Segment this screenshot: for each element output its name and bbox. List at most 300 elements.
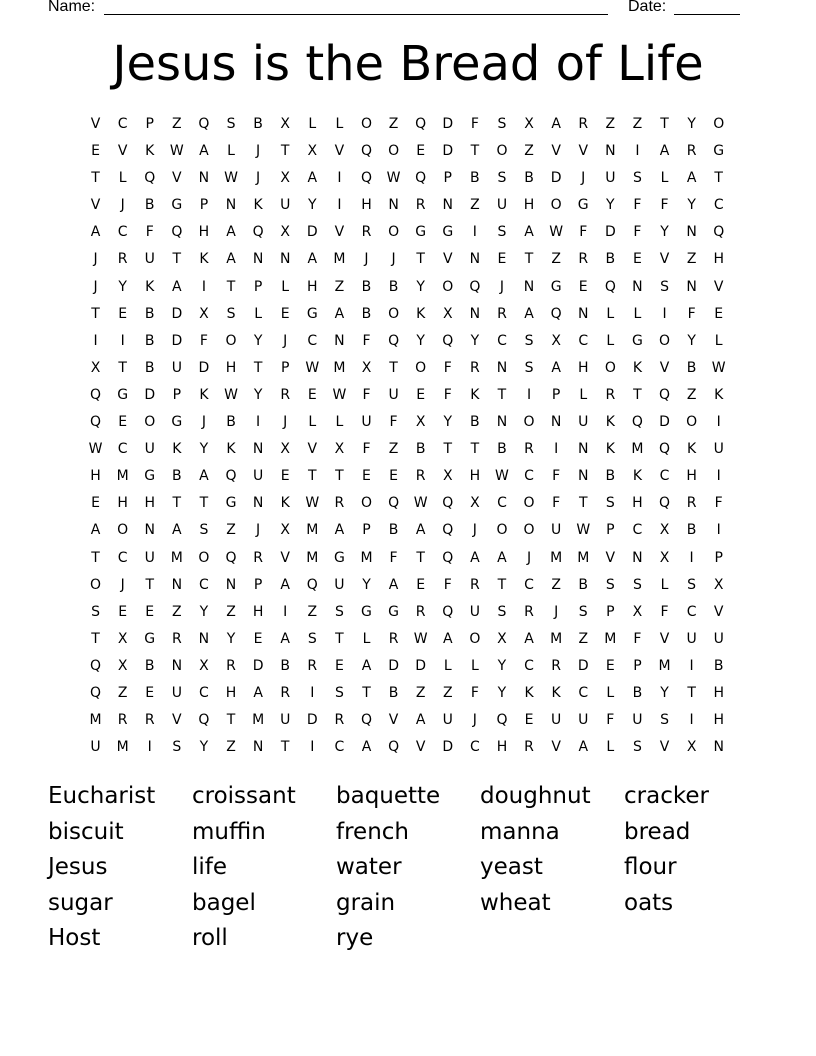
grid-letter[interactable]: H xyxy=(225,684,237,701)
grid-letter[interactable]: K xyxy=(605,414,615,431)
grid-letter[interactable]: Z xyxy=(172,116,182,132)
grid-letter[interactable]: O xyxy=(604,359,616,376)
grid-letter[interactable]: O xyxy=(442,278,454,295)
grid-letter[interactable]: I xyxy=(256,414,261,431)
grid-letter[interactable]: A xyxy=(524,630,534,647)
grid-letter[interactable]: O xyxy=(496,143,508,160)
grid-letter[interactable]: C xyxy=(578,332,589,349)
grid-letter[interactable]: K xyxy=(280,495,290,512)
grid-letter[interactable]: E xyxy=(118,414,128,431)
grid-letter[interactable]: L xyxy=(633,305,642,322)
grid-letter[interactable]: N xyxy=(713,739,724,756)
grid-letter[interactable]: K xyxy=(714,386,724,403)
grid-letter[interactable]: V xyxy=(551,739,561,756)
grid-letter[interactable]: I xyxy=(635,143,640,160)
grid-letter[interactable]: Q xyxy=(442,332,454,349)
grid-letter[interactable]: X xyxy=(117,630,128,647)
grid-letter[interactable]: T xyxy=(199,495,209,512)
grid-letter[interactable]: Y xyxy=(687,116,696,132)
grid-letter[interactable]: E xyxy=(307,386,317,403)
grid-letter[interactable]: P xyxy=(551,386,561,403)
grid-letter[interactable]: C xyxy=(469,739,480,756)
grid-letter[interactable]: X xyxy=(659,549,670,566)
grid-letter[interactable]: Z xyxy=(117,684,128,701)
grid-letter[interactable]: F xyxy=(470,116,479,132)
grid-letter[interactable]: Y xyxy=(687,197,696,214)
grid-letter[interactable]: N xyxy=(252,251,264,268)
grid-letter[interactable]: V xyxy=(307,441,318,458)
grid-letter[interactable]: G xyxy=(415,224,427,241)
grid-letter[interactable]: N xyxy=(577,468,589,485)
grid-letter[interactable]: A xyxy=(226,224,236,241)
grid-letter[interactable]: H xyxy=(713,251,724,268)
grid-letter[interactable]: I xyxy=(147,739,152,756)
grid-letter[interactable]: A xyxy=(253,684,263,701)
grid-letter[interactable]: T xyxy=(470,143,480,160)
grid-letter[interactable]: B xyxy=(524,170,534,187)
grid-letter[interactable]: Q xyxy=(659,495,671,512)
grid-letter[interactable]: Q xyxy=(659,386,671,403)
grid-letter[interactable]: Z xyxy=(686,251,697,268)
grid-letter[interactable]: W xyxy=(413,495,428,512)
grid-letter[interactable]: Y xyxy=(416,278,425,295)
grid-letter[interactable]: T xyxy=(118,359,127,376)
grid-letter[interactable]: C xyxy=(117,116,128,132)
grid-letter[interactable]: Z xyxy=(388,441,399,458)
grid-letter[interactable]: F xyxy=(389,414,398,431)
grid-letter[interactable]: L xyxy=(118,170,127,187)
grid-letter[interactable]: B xyxy=(686,359,697,376)
grid-letter[interactable]: W xyxy=(88,441,103,458)
grid-letter[interactable]: X xyxy=(442,305,453,322)
grid-letter[interactable]: Y xyxy=(443,414,453,431)
grid-letter[interactable]: N xyxy=(171,657,183,674)
grid-letter[interactable]: I xyxy=(337,197,342,214)
grid-letter[interactable]: C xyxy=(524,576,534,593)
grid-letter[interactable]: C xyxy=(686,603,697,620)
grid-letter[interactable]: F xyxy=(443,359,452,376)
grid-letter[interactable]: M xyxy=(550,549,563,566)
grid-letter[interactable]: A xyxy=(334,305,345,322)
grid-letter[interactable]: Z xyxy=(605,116,616,132)
grid-letter[interactable]: J xyxy=(499,278,505,295)
grid-letter[interactable]: G xyxy=(144,630,156,647)
grid-letter[interactable]: T xyxy=(280,143,290,160)
grid-letter[interactable]: H xyxy=(361,197,372,214)
grid-letter[interactable]: U xyxy=(144,549,155,566)
grid-letter[interactable]: D xyxy=(306,224,318,241)
grid-letter[interactable]: K xyxy=(145,143,155,160)
name-field-line[interactable] xyxy=(104,14,608,15)
grid-letter[interactable]: I xyxy=(337,170,342,187)
grid-letter[interactable]: Q xyxy=(252,224,264,241)
grid-letter[interactable]: E xyxy=(91,495,100,512)
grid-letter[interactable]: T xyxy=(335,630,344,647)
grid-letter[interactable]: G xyxy=(144,468,156,485)
grid-letter[interactable]: N xyxy=(198,630,210,647)
grid-letter[interactable]: I xyxy=(201,278,206,295)
grid-letter[interactable]: F xyxy=(443,386,452,403)
grid-letter[interactable]: N xyxy=(605,143,616,160)
grid-letter[interactable]: U xyxy=(171,359,182,376)
grid-letter[interactable]: R xyxy=(551,657,561,674)
grid-letter[interactable]: E xyxy=(605,657,615,674)
grid-letter[interactable]: T xyxy=(91,305,100,322)
grid-letter[interactable]: F xyxy=(552,495,561,512)
grid-letter[interactable]: W xyxy=(169,143,184,160)
grid-letter[interactable]: R xyxy=(388,630,399,647)
grid-letter[interactable]: Q xyxy=(442,522,454,539)
grid-letter[interactable]: D xyxy=(442,739,454,756)
grid-letter[interactable]: V xyxy=(117,143,128,160)
grid-letter[interactable]: S xyxy=(605,495,615,512)
grid-letter[interactable]: U xyxy=(280,197,291,214)
grid-letter[interactable]: Z xyxy=(226,603,236,620)
grid-letter[interactable]: Q xyxy=(442,495,454,512)
grid-letter[interactable]: J xyxy=(472,522,477,539)
grid-letter[interactable]: R xyxy=(415,603,426,620)
grid-letter[interactable]: D xyxy=(659,414,670,431)
grid-letter[interactable]: K xyxy=(687,441,697,458)
grid-letter[interactable]: Z xyxy=(388,116,399,132)
grid-letter[interactable]: X xyxy=(361,359,372,376)
grid-letter[interactable]: F xyxy=(633,630,642,647)
grid-letter[interactable]: T xyxy=(362,684,371,701)
grid-letter[interactable]: R xyxy=(686,143,697,160)
grid-letter[interactable]: R xyxy=(524,739,534,756)
grid-letter[interactable]: V xyxy=(605,549,616,566)
grid-letter[interactable]: G xyxy=(171,414,183,431)
grid-letter[interactable]: S xyxy=(660,712,669,729)
grid-letter[interactable]: V xyxy=(659,359,670,376)
grid-letter[interactable]: U xyxy=(334,576,345,593)
grid-letter[interactable]: I xyxy=(526,386,532,403)
grid-letter[interactable]: Y xyxy=(416,332,425,349)
grid-letter[interactable]: S xyxy=(524,359,534,376)
grid-letter[interactable]: F xyxy=(362,332,371,349)
grid-letter[interactable]: F xyxy=(389,549,398,566)
grid-letter[interactable]: I xyxy=(283,603,288,620)
grid-letter[interactable]: W xyxy=(386,170,401,187)
grid-letter[interactable]: Q xyxy=(550,305,562,322)
grid-letter[interactable]: Y xyxy=(497,684,507,701)
grid-letter[interactable]: V xyxy=(334,143,345,160)
grid-letter[interactable]: P xyxy=(280,359,290,376)
grid-letter[interactable]: C xyxy=(117,441,128,458)
grid-letter[interactable]: R xyxy=(171,630,182,647)
grid-letter[interactable]: O xyxy=(117,522,129,539)
grid-letter[interactable]: L xyxy=(335,116,344,132)
grid-letter[interactable]: B xyxy=(686,522,697,539)
grid-letter[interactable]: S xyxy=(605,576,615,593)
grid-letter[interactable]: L xyxy=(335,414,344,431)
grid-letter[interactable]: W xyxy=(711,359,726,376)
grid-letter[interactable]: N xyxy=(144,522,155,539)
grid-letter[interactable]: O xyxy=(388,224,400,241)
grid-letter[interactable]: X xyxy=(334,441,345,458)
grid-letter[interactable]: W xyxy=(224,170,238,187)
grid-letter[interactable]: J xyxy=(283,414,288,431)
grid-letter[interactable]: M xyxy=(658,657,671,674)
grid-letter[interactable]: R xyxy=(415,197,426,214)
grid-letter[interactable]: F xyxy=(633,197,642,214)
grid-letter[interactable]: K xyxy=(632,359,643,376)
grid-letter[interactable]: F xyxy=(714,495,723,512)
grid-letter[interactable]: N xyxy=(469,305,481,322)
grid-letter[interactable]: H xyxy=(577,359,589,376)
grid-letter[interactable]: V xyxy=(172,170,182,187)
grid-letter[interactable]: X xyxy=(713,576,724,593)
grid-letter[interactable]: D xyxy=(415,657,427,674)
grid-letter[interactable]: Q xyxy=(144,170,156,187)
grid-letter[interactable]: Z xyxy=(524,143,534,160)
grid-letter[interactable]: J xyxy=(93,278,98,295)
grid-letter[interactable]: D xyxy=(252,657,264,674)
grid-letter[interactable]: E xyxy=(118,305,128,322)
grid-letter[interactable]: I xyxy=(310,684,315,701)
grid-letter[interactable]: X xyxy=(497,630,507,647)
grid-letter[interactable]: K xyxy=(199,251,209,268)
grid-letter[interactable]: N xyxy=(496,414,508,431)
grid-letter[interactable]: Y xyxy=(660,684,669,701)
grid-letter[interactable]: X xyxy=(199,657,209,674)
grid-letter[interactable]: A xyxy=(172,522,182,539)
grid-letter[interactable]: O xyxy=(523,414,535,431)
grid-letter[interactable]: C xyxy=(524,468,534,485)
grid-letter[interactable]: K xyxy=(605,441,615,458)
grid-letter[interactable]: Q xyxy=(388,495,400,512)
grid-letter[interactable]: P xyxy=(362,522,371,539)
grid-letter[interactable]: X xyxy=(659,522,670,539)
grid-letter[interactable]: F xyxy=(552,468,561,485)
grid-letter[interactable]: Z xyxy=(578,630,589,647)
grid-letter[interactable]: V xyxy=(280,549,290,566)
grid-letter[interactable]: L xyxy=(254,305,263,322)
grid-letter[interactable]: M xyxy=(89,712,102,729)
grid-letter[interactable]: E xyxy=(118,603,128,620)
grid-letter[interactable]: O xyxy=(713,116,725,132)
grid-letter[interactable]: L xyxy=(227,143,235,160)
grid-letter[interactable]: C xyxy=(334,739,345,756)
grid-letter[interactable]: T xyxy=(226,712,236,729)
grid-letter[interactable]: J xyxy=(364,251,369,268)
grid-letter[interactable]: T xyxy=(145,576,155,593)
grid-letter[interactable]: A xyxy=(686,170,697,187)
grid-letter[interactable]: Z xyxy=(226,522,236,539)
grid-letter[interactable]: Z xyxy=(551,576,561,593)
grid-letter[interactable]: K xyxy=(470,386,480,403)
grid-letter[interactable]: U xyxy=(388,386,399,403)
grid-letter[interactable]: M xyxy=(550,630,563,647)
grid-letter[interactable]: E xyxy=(145,684,155,701)
grid-letter[interactable]: Y xyxy=(660,224,669,241)
grid-letter[interactable]: L xyxy=(606,305,615,322)
grid-letter[interactable]: E xyxy=(416,386,426,403)
grid-letter[interactable]: T xyxy=(335,468,344,485)
grid-letter[interactable]: O xyxy=(90,576,102,593)
grid-letter[interactable]: Q xyxy=(225,549,237,566)
grid-letter[interactable]: A xyxy=(199,143,209,160)
grid-letter[interactable]: Q xyxy=(415,170,427,187)
grid-letter[interactable]: I xyxy=(120,332,125,349)
grid-letter[interactable]: J xyxy=(283,332,288,349)
grid-letter[interactable]: T xyxy=(687,684,696,701)
grid-letter[interactable]: U xyxy=(713,441,724,458)
grid-letter[interactable]: Y xyxy=(199,739,209,756)
grid-letter[interactable]: P xyxy=(253,576,263,593)
grid-letter[interactable]: H xyxy=(469,468,481,485)
grid-letter[interactable]: Q xyxy=(360,170,372,187)
grid-letter[interactable]: M xyxy=(170,549,183,566)
grid-letter[interactable]: P xyxy=(633,657,642,674)
grid-letter[interactable]: M xyxy=(577,549,590,566)
grid-letter[interactable]: N xyxy=(225,197,237,214)
grid-letter[interactable]: R xyxy=(226,657,236,674)
grid-letter[interactable]: Z xyxy=(551,251,561,268)
grid-letter[interactable]: R xyxy=(307,657,318,674)
grid-letter[interactable]: Q xyxy=(631,414,643,431)
grid-letter[interactable]: R xyxy=(280,386,291,403)
grid-letter[interactable]: F xyxy=(443,576,452,593)
grid-letter[interactable]: Y xyxy=(470,332,480,349)
grid-letter[interactable]: Q xyxy=(388,739,400,756)
grid-letter[interactable]: G xyxy=(442,224,454,241)
grid-letter[interactable]: V xyxy=(90,197,101,214)
grid-letter[interactable]: U xyxy=(605,170,616,187)
grid-letter[interactable]: M xyxy=(631,441,644,458)
grid-letter[interactable]: H xyxy=(686,468,697,485)
grid-letter[interactable]: B xyxy=(388,684,399,701)
grid-letter[interactable]: T xyxy=(91,549,100,566)
grid-letter[interactable]: T xyxy=(389,359,398,376)
grid-letter[interactable]: U xyxy=(144,251,155,268)
grid-letter[interactable]: B xyxy=(497,441,507,458)
grid-letter[interactable]: S xyxy=(687,576,697,593)
grid-letter[interactable]: B xyxy=(144,197,155,214)
grid-letter[interactable]: P xyxy=(253,278,263,295)
grid-letter[interactable]: S xyxy=(660,278,669,295)
grid-letter[interactable]: R xyxy=(497,305,507,322)
grid-letter[interactable]: T xyxy=(660,116,669,132)
grid-letter[interactable]: S xyxy=(226,116,236,132)
grid-letter[interactable]: G xyxy=(577,197,589,214)
grid-letter[interactable]: Q xyxy=(225,468,237,485)
grid-letter[interactable]: Q xyxy=(496,712,508,729)
grid-letter[interactable]: W xyxy=(305,359,320,376)
grid-letter[interactable]: Q xyxy=(442,603,454,620)
grid-letter[interactable]: X xyxy=(307,143,318,160)
grid-letter[interactable]: A xyxy=(307,251,318,268)
grid-letter[interactable]: Z xyxy=(172,603,182,620)
grid-letter[interactable]: L xyxy=(470,657,479,674)
grid-letter[interactable]: A xyxy=(659,143,670,160)
grid-letter[interactable]: S xyxy=(91,603,100,620)
grid-letter[interactable]: J xyxy=(472,712,477,729)
grid-letter[interactable]: K xyxy=(253,197,263,214)
grid-letter[interactable]: N xyxy=(686,278,697,295)
grid-letter[interactable]: Y xyxy=(118,278,127,295)
grid-letter[interactable]: A xyxy=(307,170,318,187)
grid-letter[interactable]: X xyxy=(199,305,209,322)
grid-letter[interactable]: T xyxy=(416,549,425,566)
grid-letter[interactable]: Z xyxy=(415,684,426,701)
grid-letter[interactable]: G xyxy=(550,278,562,295)
grid-letter[interactable]: K xyxy=(145,278,155,295)
grid-letter[interactable]: U xyxy=(252,468,264,485)
grid-letter[interactable]: V xyxy=(659,251,670,268)
grid-letter[interactable]: H xyxy=(307,278,318,295)
grid-letter[interactable]: B xyxy=(144,657,155,674)
grid-letter[interactable]: A xyxy=(388,576,399,593)
grid-letter[interactable]: P xyxy=(145,116,154,132)
grid-letter[interactable]: B xyxy=(605,251,616,268)
grid-letter[interactable]: V xyxy=(713,278,724,295)
grid-letter[interactable]: S xyxy=(172,739,182,756)
grid-letter[interactable]: B xyxy=(361,278,372,295)
grid-letter[interactable]: H xyxy=(523,197,535,214)
grid-letter[interactable]: M xyxy=(116,739,129,756)
grid-letter[interactable]: S xyxy=(497,116,507,132)
grid-letter[interactable]: B xyxy=(226,414,236,431)
grid-letter[interactable]: G xyxy=(631,332,643,349)
grid-letter[interactable]: S xyxy=(199,522,209,539)
grid-letter[interactable]: Q xyxy=(90,386,102,403)
grid-letter[interactable]: Z xyxy=(334,278,345,295)
grid-letter[interactable]: Q xyxy=(90,657,102,674)
grid-letter[interactable]: V xyxy=(442,251,453,268)
grid-letter[interactable]: O xyxy=(469,630,481,647)
grid-letter[interactable]: R xyxy=(578,116,589,132)
grid-letter[interactable]: X xyxy=(551,332,561,349)
grid-letter[interactable]: P xyxy=(606,603,615,620)
grid-letter[interactable]: Y xyxy=(362,576,371,593)
grid-letter[interactable]: P xyxy=(443,170,452,187)
grid-letter[interactable]: A xyxy=(524,224,534,241)
grid-letter[interactable]: A xyxy=(551,116,561,132)
grid-letter[interactable]: W xyxy=(413,630,428,647)
grid-letter[interactable]: B xyxy=(632,684,643,701)
grid-letter[interactable]: N xyxy=(550,414,562,431)
grid-letter[interactable]: Q xyxy=(604,278,616,295)
grid-letter[interactable]: B xyxy=(144,359,155,376)
grid-letter[interactable]: D xyxy=(388,657,399,674)
grid-letter[interactable]: V xyxy=(659,630,670,647)
grid-letter[interactable]: S xyxy=(497,170,507,187)
grid-letter[interactable]: I xyxy=(716,414,721,431)
grid-letter[interactable]: D xyxy=(171,332,183,349)
grid-letter[interactable]: Q xyxy=(306,576,318,593)
grid-letter[interactable]: O xyxy=(225,332,237,349)
grid-letter[interactable]: K xyxy=(199,386,209,403)
grid-letter[interactable]: A xyxy=(226,251,236,268)
grid-letter[interactable]: E xyxy=(416,143,426,160)
grid-letter[interactable]: H xyxy=(225,359,237,376)
grid-letter[interactable]: D xyxy=(577,657,589,674)
grid-letter[interactable]: V xyxy=(659,739,670,756)
grid-letter[interactable]: N xyxy=(442,197,453,214)
grid-letter[interactable]: T xyxy=(253,359,263,376)
grid-letter[interactable]: N xyxy=(523,278,535,295)
grid-letter[interactable]: V xyxy=(388,712,399,729)
grid-letter[interactable]: O xyxy=(496,522,508,539)
grid-letter[interactable]: J xyxy=(391,251,396,268)
grid-letter[interactable]: H xyxy=(713,684,724,701)
grid-letter[interactable]: C xyxy=(497,332,507,349)
grid-letter[interactable]: I xyxy=(662,305,667,322)
grid-letter[interactable]: E xyxy=(362,468,371,485)
grid-letter[interactable]: N xyxy=(632,549,643,566)
grid-letter[interactable]: R xyxy=(334,495,345,512)
